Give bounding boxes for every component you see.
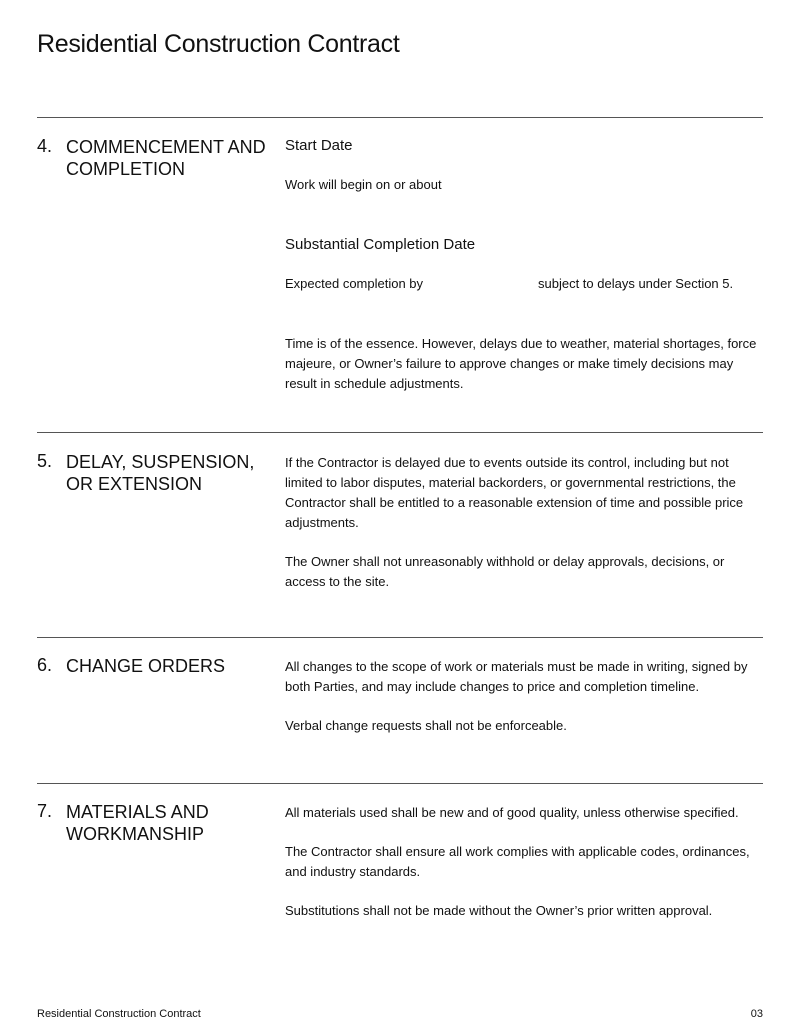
- section-number: 5.: [37, 451, 53, 471]
- start-date-label: Start Date: [285, 137, 353, 154]
- completion-date-label: Substantial Completion Date: [285, 236, 476, 253]
- section-heading: CHANGE ORDERS: [66, 656, 226, 676]
- page-number: 03: [750, 1008, 763, 1020]
- page-title: Residential Construction Contract: [37, 30, 400, 58]
- section-number: 7.: [37, 801, 53, 821]
- paragraph: If the Contractor is delayed due to events outside its control, including but not limited to labor disputes, material backorders, or governmental restrictions, the Contractor shall be entitled to a reasonable extension of time and possible price adjustments.: [285, 455, 744, 530]
- completion-date-text: [285, 274, 765, 294]
- paragraph: The Owner shall not unreasonably withhold or delay approvals, decisions, or access to the site.: [285, 554, 725, 589]
- divider: [37, 783, 763, 784]
- paragraph: All materials used shall be new and of good quality, unless otherwise specified.: [285, 805, 739, 820]
- paragraph: Time is of the essence. However, delays due to weather, material shortages, force majeure, or Owner’s failure to approve changes or make timely decisions may result in schedule adjustments.: [285, 336, 757, 391]
- divider: [37, 432, 763, 433]
- paragraph: Substitutions shall not be made without the Owner’s prior written approval.: [285, 903, 713, 918]
- paragraph: All changes to the scope of work or materials must be made in writing, signed by both Parties, and may include changes to price and completion timeline.: [285, 659, 748, 694]
- paragraph: Verbal change requests shall not be enforceable.: [285, 718, 567, 733]
- section-number: 4.: [37, 136, 53, 156]
- divider: [37, 637, 763, 638]
- start-date-text: Work will begin on or about: [285, 177, 442, 192]
- section-heading: DELAY, SUSPENSION, OR EXTENSION: [66, 452, 255, 494]
- completion-text-before: Expected completion by: [285, 276, 424, 291]
- paragraph: The Contractor shall ensure all work complies with applicable codes, ordinances, and industry standards.: [285, 844, 750, 879]
- footer-title: Residential Construction Contract: [37, 1008, 201, 1020]
- section-heading: MATERIALS AND WORKMANSHIP: [66, 802, 209, 844]
- divider: [37, 117, 763, 118]
- section-heading: COMMENCEMENT AND COMPLETION: [66, 137, 266, 179]
- section-number: 6.: [37, 655, 53, 675]
- completion-text-after: subject to delays under Section 5.: [538, 276, 734, 291]
